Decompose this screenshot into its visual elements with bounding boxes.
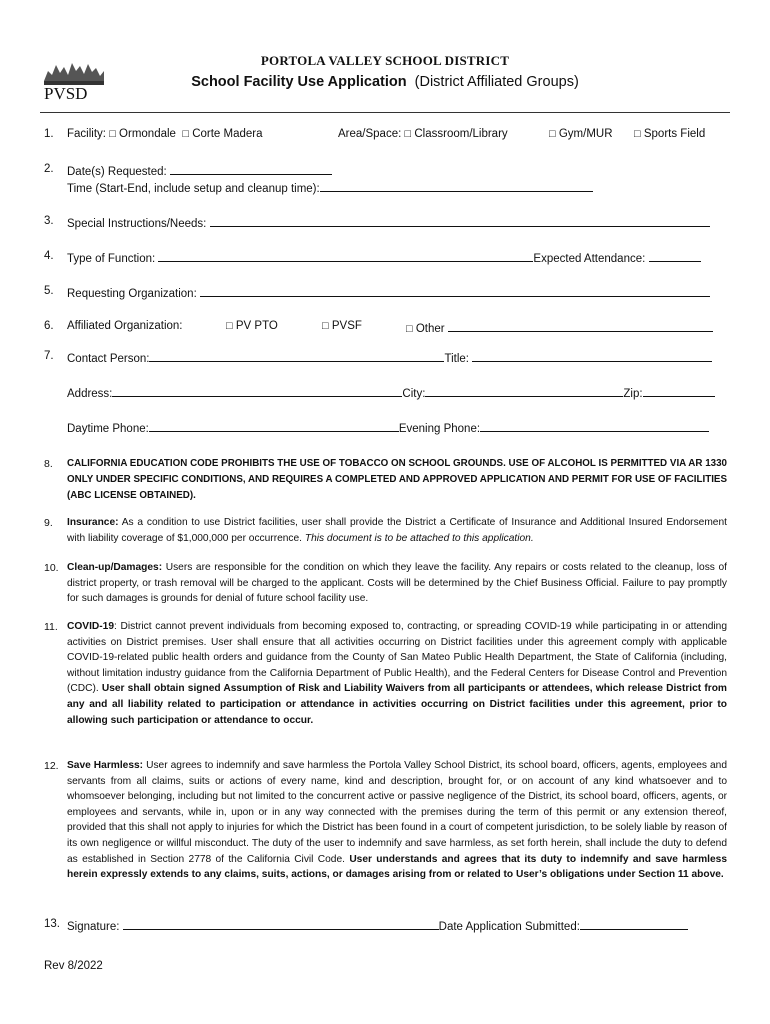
item-number: 3. bbox=[44, 215, 54, 227]
checkbox-corte-madera[interactable]: □ bbox=[182, 128, 189, 140]
corte-madera-label: Corte Madera bbox=[192, 128, 263, 140]
revision-date: Rev 8/2022 bbox=[44, 960, 103, 972]
checkbox-pv-pto[interactable]: □ bbox=[226, 320, 233, 332]
checkbox-gym[interactable]: □ bbox=[549, 128, 556, 140]
pv-pto-label: PV PTO bbox=[235, 320, 278, 332]
save-harmless-text: User agrees to indemnify and save harmless the Portola Valley School District, its school board, officers, agents, employees and servants from all claims, suits or actions of every name, kind and description, brought for, or on account of any kind whatsoever and to whomsoever belonging, including but not limited to the concurrent active or passive negligence of the District, its school board, officers, agents, or employees and servants, while in, upon or in any way connected with the premises during the term of this permit or any extension thereof, provided that this shall not apply to injuries for which the District has been found in a court of competent jurisdiction, to be solely liable by reason of its own negligence or willful misconduct. The duty of the user to indemnify and save harmless, as set forth herein, shall include the duty to defend as established in Section 2778 of the California Civil Code. bbox=[67, 760, 727, 865]
insurance-attachment-note: This document is to be attached to this application. bbox=[304, 532, 534, 544]
time-field[interactable] bbox=[320, 180, 593, 192]
contact-row bbox=[67, 350, 712, 365]
page-title bbox=[0, 74, 770, 90]
district-name: PORTOLA VALLEY SCHOOL DISTRICT bbox=[260, 53, 510, 68]
item-number: 5. bbox=[44, 285, 54, 297]
area-label: Area/Space: bbox=[338, 128, 402, 140]
ormondale-label: Ormondale bbox=[119, 128, 176, 140]
item-number: 7. bbox=[44, 350, 54, 362]
facility-row bbox=[67, 128, 263, 140]
signature-row bbox=[67, 918, 688, 933]
eve-phone-label: Evening Phone: bbox=[398, 423, 481, 435]
function-row bbox=[67, 250, 701, 265]
requesting-org-row bbox=[67, 285, 710, 300]
insurance-heading: Insurance: bbox=[67, 517, 119, 528]
header-divider bbox=[40, 112, 730, 113]
covid-waiver-text: User shall obtain signed Assumption of Risk and Liability Waivers from all participants or attendees, which release District from any and all liability related to participation or attendance in activities occurring on District facilities under this agreement, prior to allowing such participation or attendance to occur. bbox=[67, 683, 727, 726]
item-number: 12. bbox=[44, 760, 59, 772]
requesting-org-label: Requesting Organization: bbox=[67, 288, 197, 300]
tobacco-notice: CALIFORNIA EDUCATION CODE PROHIBITS THE USE OF TOBACCO ON SCHOOL GROUNDS. USE OF ALCOHOL IS PERMITTED VIA AR 1330 ONLY UNDER SPECIFIC CONDITIONS, AND REQUIRES A COMPLETED AND APPROVED APPLICATION AND PERMIT FOR USE OF FACILITIES (ABC LICENSE OBTAINED). bbox=[67, 458, 727, 501]
function-label: Type of Function: bbox=[67, 253, 156, 265]
svg-text:PVSD: PVSD bbox=[44, 84, 88, 101]
function-field[interactable] bbox=[158, 250, 533, 262]
form-subtitle: (District Affiliated Groups) bbox=[414, 74, 579, 90]
item-number: 9. bbox=[44, 517, 53, 529]
day-phone-label: Daytime Phone: bbox=[67, 423, 149, 435]
phone-row bbox=[67, 420, 709, 435]
affiliated-label: Affiliated Organization: bbox=[67, 320, 183, 332]
item-number: 6. bbox=[44, 320, 54, 332]
dates-label: Date(s) Requested: bbox=[67, 166, 167, 178]
attendance-field[interactable] bbox=[649, 250, 701, 262]
sports-field-label: Sports Field bbox=[643, 128, 706, 140]
date-submitted-field[interactable] bbox=[580, 918, 688, 930]
date-submitted-label: Date Application Submitted: bbox=[438, 921, 580, 933]
signature-field[interactable] bbox=[123, 918, 439, 930]
insurance-clause bbox=[67, 515, 727, 546]
address-row bbox=[67, 385, 715, 400]
zip-label: Zip: bbox=[623, 388, 643, 400]
pvsf-option bbox=[322, 320, 362, 332]
address-label: Address: bbox=[67, 388, 113, 400]
dates-row bbox=[67, 163, 332, 178]
covid-clause bbox=[67, 619, 727, 728]
checkbox-pvsf[interactable]: □ bbox=[322, 320, 329, 332]
other-label: Other bbox=[415, 323, 445, 335]
classroom-label: Classroom/Library bbox=[414, 128, 508, 140]
contact-label: Contact Person: bbox=[67, 353, 150, 365]
city-field[interactable] bbox=[425, 385, 623, 397]
day-phone-field[interactable] bbox=[149, 420, 399, 432]
dates-field[interactable] bbox=[170, 163, 332, 175]
item-number: 13. bbox=[44, 918, 60, 930]
title-label: Title: bbox=[444, 353, 469, 365]
covid-heading: COVID-19 bbox=[67, 621, 114, 632]
item-number: 10. bbox=[44, 562, 59, 574]
time-label: Time (Start-End, include setup and cleanup time): bbox=[67, 183, 320, 195]
contact-field[interactable] bbox=[149, 350, 444, 362]
signature-label: Signature: bbox=[67, 921, 120, 933]
cleanup-heading: Clean-up/Damages: bbox=[67, 562, 163, 573]
item-number: 8. bbox=[44, 458, 53, 470]
save-harmless-clause bbox=[67, 758, 727, 883]
item-number: 11. bbox=[44, 621, 58, 633]
pvsf-label: PVSF bbox=[331, 320, 362, 332]
save-harmless-bold-text: User understands and agrees that its duty to indemnify and save harmless herein expressly extends to any claims, suits, actions, or damages arising from or related to User’s obligations under Section 11 above. bbox=[67, 853, 727, 881]
checkbox-ormondale[interactable]: □ bbox=[109, 128, 116, 140]
gym-label: Gym/MUR bbox=[558, 128, 613, 140]
special-label: Special Instructions/Needs: bbox=[67, 218, 207, 230]
gym-option bbox=[549, 128, 613, 140]
eve-phone-field[interactable] bbox=[480, 420, 709, 432]
item-number: 1. bbox=[44, 128, 54, 140]
cleanup-clause bbox=[67, 560, 727, 607]
checkbox-classroom[interactable]: □ bbox=[404, 128, 412, 140]
other-field[interactable] bbox=[448, 320, 713, 332]
cleanup-text: Users are responsible for the condition on which they leave the facility. Any repairs or costs related to the cleanup, loss of district property, or trash removal will be charged to the applicant. Costs will be determined by the Chief Business Official. Failure to pay promptly for such damages is grounds for denial of future school facility use. bbox=[67, 562, 727, 605]
city-label: City: bbox=[402, 388, 426, 400]
save-harmless-heading: Save Harmless: bbox=[67, 760, 144, 771]
sports-option bbox=[634, 128, 705, 140]
pto-option bbox=[226, 320, 278, 332]
other-option bbox=[406, 320, 713, 335]
item-number: 2. bbox=[44, 163, 54, 175]
special-field[interactable] bbox=[210, 215, 710, 227]
time-row bbox=[67, 180, 593, 195]
form-title: School Facility Use Application bbox=[191, 74, 407, 90]
area-row bbox=[338, 128, 508, 140]
special-row bbox=[67, 215, 710, 230]
item-number: 4. bbox=[44, 250, 54, 262]
attendance-label: Expected Attendance: bbox=[533, 253, 646, 265]
checkbox-sports-field[interactable]: □ bbox=[634, 128, 641, 140]
address-field[interactable] bbox=[112, 385, 402, 397]
title-field[interactable] bbox=[472, 350, 712, 362]
facility-label: Facility: bbox=[67, 128, 106, 140]
checkbox-other[interactable]: □ bbox=[406, 323, 413, 335]
covid-text: : District cannot prevent individuals from becoming exposed to, contracting, or spreading COVID-19 while participating in or attending activities on District premises. User shall ensure that all activities occurring on District facilities under this agreement comply with applicable COVID-19-related public health orders and guidance from the County of San Mateo Public Health Department, the State of California (including, without limitation industry guidance from the California Department of Public Health), and the Federal Centers for Disease Control and Prevention (CDC). bbox=[67, 621, 727, 695]
insurance-text: As a condition to use District facilities, user shall provide the District a Certificate of Insurance and Additional Insured Endorsement with liability coverage of $1,000,000 per occurrence. bbox=[67, 517, 727, 544]
zip-field[interactable] bbox=[643, 385, 715, 397]
requesting-org-field[interactable] bbox=[200, 285, 710, 297]
